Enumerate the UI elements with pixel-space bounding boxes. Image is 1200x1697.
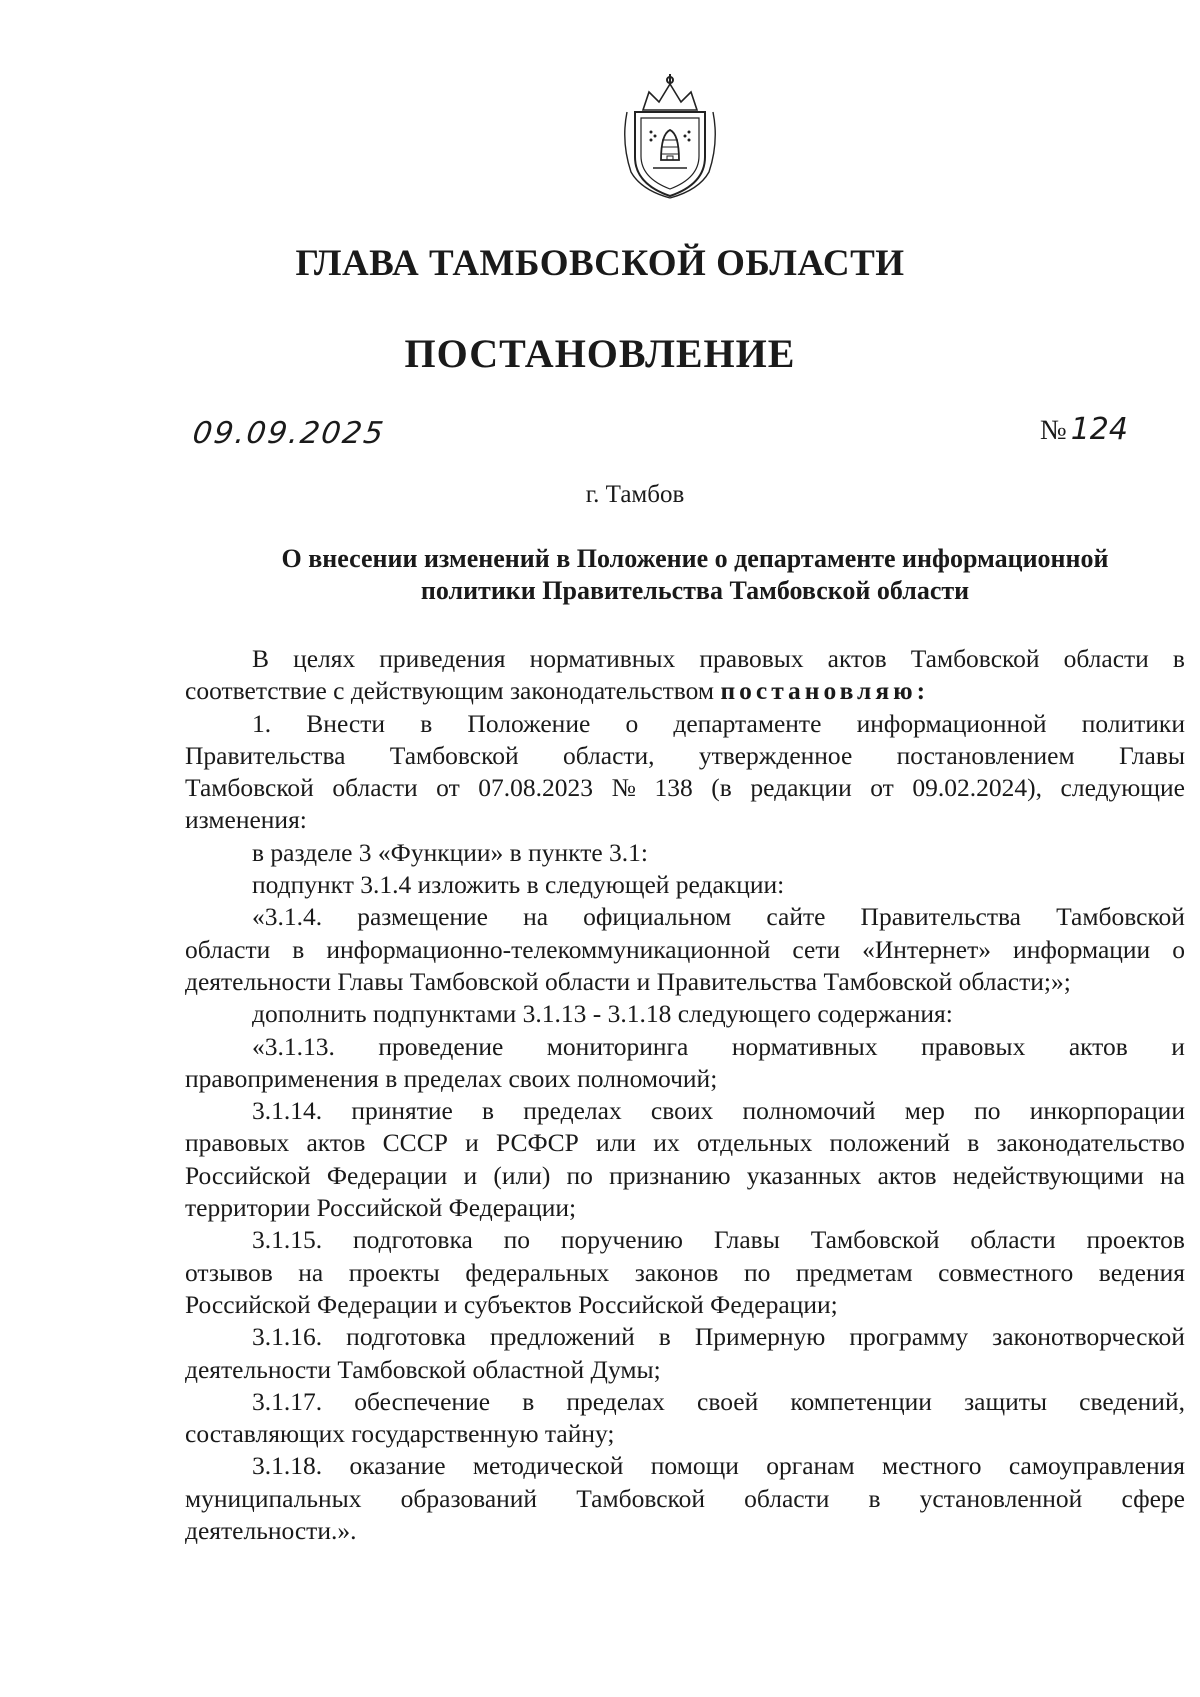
body-word: утвержденное bbox=[698, 740, 853, 770]
body-word: проекты bbox=[348, 1257, 440, 1287]
body-word: предметам bbox=[795, 1257, 913, 1287]
document-date: 09.09.2025 bbox=[190, 416, 388, 451]
body-word: информационно-телекоммуникационной bbox=[326, 934, 771, 964]
body-word: недействующими bbox=[952, 1160, 1144, 1190]
body-line: деятельности Тамбовской областной Думы; bbox=[185, 1354, 661, 1384]
body-word: своей bbox=[697, 1386, 759, 1416]
body-word: указанных bbox=[746, 1160, 862, 1190]
body-word: Тамбовской bbox=[1056, 902, 1185, 932]
body-word: информации bbox=[1013, 934, 1151, 964]
body-word: проектов bbox=[1086, 1225, 1185, 1255]
body-line bbox=[185, 643, 1185, 675]
body-word: мер bbox=[904, 1096, 945, 1126]
body-word: области bbox=[970, 1225, 1056, 1255]
body-line bbox=[185, 1160, 1185, 1192]
body-word: оказание bbox=[349, 1451, 446, 1481]
body-word: их bbox=[653, 1128, 680, 1158]
body-word: области bbox=[744, 1483, 830, 1513]
body-word: положений bbox=[829, 1128, 950, 1158]
body-word: подготовка bbox=[346, 1322, 466, 1352]
body-line bbox=[185, 1386, 1185, 1418]
body-word: предложений bbox=[490, 1322, 635, 1352]
body-word: (или) bbox=[493, 1160, 551, 1190]
body-line bbox=[185, 901, 1185, 933]
decree-body bbox=[185, 643, 1185, 1547]
body-word: законодательство bbox=[996, 1128, 1185, 1158]
number-value: 124 bbox=[1070, 412, 1128, 447]
body-word: 3.1.16. bbox=[252, 1322, 323, 1352]
body-word: на bbox=[298, 1257, 324, 1287]
body-word: отдельных bbox=[696, 1128, 813, 1158]
body-line: изменения: bbox=[185, 805, 307, 835]
body-line bbox=[185, 708, 1185, 740]
body-word: полномочий bbox=[742, 1096, 876, 1126]
body-word: или bbox=[596, 1128, 637, 1158]
body-word: в bbox=[482, 1096, 495, 1126]
body-word: целях bbox=[293, 644, 356, 673]
body-word: сайте bbox=[766, 902, 826, 932]
issuing-authority: ГЛАВА ТАМБОВСКОЙ ОБЛАСТИ bbox=[295, 243, 905, 284]
body-word: 09.02.2024), bbox=[912, 773, 1042, 803]
body-word: подготовка bbox=[352, 1225, 473, 1255]
body-word: муниципальных bbox=[185, 1483, 362, 1513]
body-word: мониторинга bbox=[546, 1031, 689, 1061]
body-word: правовых bbox=[699, 644, 804, 673]
body-line: в разделе 3 «Функции» в пункте 3.1: bbox=[252, 837, 648, 867]
body-line: подпункт 3.1.4 изложить в следующей редакции: bbox=[252, 870, 785, 900]
body-word: актов bbox=[1068, 1031, 1128, 1061]
body-word: Федерации bbox=[326, 1160, 448, 1190]
body-word: размещение bbox=[357, 902, 489, 932]
body-line: Российской Федерации и субъектов Российской Федерации; bbox=[185, 1289, 838, 1319]
body-word: «Интернет» bbox=[862, 934, 992, 964]
body-word: актов bbox=[827, 644, 887, 673]
body-word: РСФСР bbox=[495, 1128, 579, 1158]
body-line bbox=[185, 1127, 1185, 1159]
body-word: Тамбовской bbox=[910, 644, 1040, 673]
body-line bbox=[185, 675, 1185, 707]
body-word: сведений, bbox=[1079, 1386, 1185, 1416]
body-word: 3.1.18. bbox=[252, 1451, 323, 1481]
body-word: законотворческой bbox=[992, 1322, 1185, 1352]
body-word: департаменте bbox=[673, 708, 822, 738]
body-word: Главы bbox=[1118, 740, 1185, 770]
body-word: официальном bbox=[583, 902, 732, 932]
body-word: 138 bbox=[654, 773, 693, 803]
body-word: обеспечение bbox=[354, 1386, 491, 1416]
body-line: деятельности.». bbox=[185, 1516, 357, 1546]
body-word: (в bbox=[711, 773, 732, 803]
body-word: «3.1.4. bbox=[252, 902, 323, 932]
body-word: области, bbox=[562, 740, 655, 770]
body-word: законов bbox=[634, 1257, 719, 1287]
body-word: «3.1.13. bbox=[252, 1031, 335, 1061]
body-word: Тамбовской bbox=[810, 1225, 940, 1255]
body-line bbox=[185, 1321, 1185, 1353]
body-word: местного bbox=[881, 1451, 982, 1481]
body-word: методической bbox=[472, 1451, 624, 1481]
body-word: Тамбовской bbox=[185, 773, 314, 803]
body-word: 1. bbox=[252, 708, 272, 738]
body-word: Примерную bbox=[694, 1322, 826, 1352]
body-word: образований bbox=[400, 1483, 538, 1513]
body-word: СССР bbox=[382, 1128, 448, 1158]
body-word: совместного bbox=[938, 1257, 1074, 1287]
body-word: в bbox=[967, 1128, 980, 1158]
body-word: Правительства bbox=[185, 740, 346, 770]
body-word: Тамбовской bbox=[389, 740, 519, 770]
body-word: 07.08.2023 bbox=[478, 773, 594, 803]
body-word: № bbox=[611, 773, 636, 803]
body-text: соответствие с действующим законодательством bbox=[185, 676, 721, 706]
body-line bbox=[185, 934, 1185, 966]
body-word: области bbox=[1063, 644, 1149, 673]
body-word: Главы bbox=[713, 1225, 780, 1255]
body-word: следующие bbox=[1060, 773, 1185, 803]
body-word: на bbox=[523, 902, 549, 932]
body-word: актов bbox=[877, 1160, 937, 1190]
body-word: постановлением bbox=[896, 740, 1075, 770]
body-word: и bbox=[1171, 1031, 1185, 1061]
body-line: правоприменения в пределах своих полномочий; bbox=[185, 1063, 718, 1093]
body-word: о bbox=[625, 708, 639, 738]
body-word: своих bbox=[650, 1096, 714, 1126]
body-word: приведения bbox=[379, 644, 506, 673]
body-word: установленной bbox=[919, 1483, 1083, 1513]
body-line: составляющих государственную тайну; bbox=[185, 1419, 615, 1449]
body-word: в bbox=[658, 1322, 671, 1352]
decree-subject bbox=[195, 543, 1195, 607]
body-word: пределах bbox=[566, 1386, 665, 1416]
body-word: по bbox=[566, 1160, 593, 1190]
body-word: от bbox=[436, 773, 460, 803]
body-word: программу bbox=[849, 1322, 969, 1352]
body-word: нормативных bbox=[529, 644, 676, 673]
number-label: № bbox=[1040, 415, 1067, 446]
body-word: инкорпорации bbox=[1029, 1096, 1185, 1126]
body-word: принятие bbox=[351, 1096, 453, 1126]
body-word: и bbox=[463, 1160, 478, 1190]
body-word: о bbox=[1172, 934, 1185, 964]
body-word: и bbox=[465, 1128, 479, 1158]
body-word: актов bbox=[306, 1128, 366, 1158]
body-word: самоуправления bbox=[1008, 1451, 1185, 1481]
subject-line: О внесении изменений в Положение о департаменте информационной bbox=[281, 544, 1109, 573]
subject-line: политики Правительства Тамбовской области bbox=[420, 576, 970, 605]
body-word: правовых bbox=[921, 1031, 1026, 1061]
body-word: Правительства bbox=[860, 902, 1022, 932]
body-word: правовых bbox=[185, 1128, 290, 1158]
body-word: Положение bbox=[467, 708, 591, 738]
body-word: в bbox=[522, 1386, 535, 1416]
body-word: ведения bbox=[1098, 1257, 1185, 1287]
body-word: 3.1.14. bbox=[252, 1096, 323, 1126]
body-word: защиты bbox=[964, 1386, 1048, 1416]
body-word: органам bbox=[766, 1451, 855, 1481]
body-word: по bbox=[974, 1096, 1001, 1126]
body-word: в bbox=[868, 1483, 881, 1513]
body-line bbox=[185, 1450, 1185, 1482]
body-line: дополнить подпунктами 3.1.13 - 3.1.18 следующего содержания: bbox=[252, 999, 953, 1029]
body-word: по bbox=[503, 1225, 531, 1255]
body-word: от bbox=[870, 773, 894, 803]
body-word: по bbox=[743, 1257, 771, 1287]
body-word: редакции bbox=[750, 773, 852, 803]
body-line bbox=[185, 1095, 1185, 1127]
body-word: сфере bbox=[1121, 1483, 1185, 1513]
body-word: политики bbox=[1081, 708, 1185, 738]
body-line bbox=[185, 1031, 1185, 1063]
place-of-issue: г. Тамбов bbox=[585, 481, 685, 508]
body-word: поручению bbox=[560, 1225, 683, 1255]
resolution-word: постановляю: bbox=[720, 676, 930, 706]
body-line bbox=[185, 1257, 1185, 1289]
document-type-title: ПОСТАНОВЛЕНИЕ bbox=[404, 331, 796, 376]
body-line: деятельности Главы Тамбовской области и Правительства Тамбовской области;»; bbox=[185, 966, 1071, 996]
body-word: проведение bbox=[378, 1031, 504, 1061]
body-word: нормативных bbox=[731, 1031, 878, 1061]
body-word: 3.1.17. bbox=[252, 1386, 323, 1416]
body-word: области bbox=[332, 773, 418, 803]
body-word: в bbox=[420, 708, 433, 738]
body-word: области bbox=[185, 934, 271, 964]
body-word: сети bbox=[792, 934, 841, 964]
body-word: пределах bbox=[523, 1096, 622, 1126]
body-line bbox=[185, 1224, 1185, 1256]
body-word: Тамбовской bbox=[576, 1483, 706, 1513]
body-word: Внести bbox=[306, 708, 386, 738]
document-number bbox=[1040, 412, 1128, 447]
body-line bbox=[185, 740, 1185, 772]
coat-of-arms-icon bbox=[615, 72, 725, 202]
body-word: компетенции bbox=[790, 1386, 932, 1416]
body-line bbox=[185, 772, 1185, 804]
body-word: информационной bbox=[856, 708, 1047, 738]
body-line bbox=[185, 1483, 1185, 1515]
body-word: помощи bbox=[650, 1451, 739, 1481]
body-word: на bbox=[1160, 1160, 1185, 1190]
body-word: В bbox=[252, 644, 270, 673]
body-line: территории Российской Федерации; bbox=[185, 1193, 577, 1223]
body-word: 3.1.15. bbox=[252, 1225, 323, 1255]
body-word: признанию bbox=[609, 1160, 731, 1190]
body-word: Российской bbox=[185, 1160, 311, 1190]
body-word: отзывов bbox=[185, 1257, 273, 1287]
body-word: в bbox=[292, 934, 305, 964]
body-word: в bbox=[1172, 644, 1185, 673]
body-word: федеральных bbox=[465, 1257, 610, 1287]
